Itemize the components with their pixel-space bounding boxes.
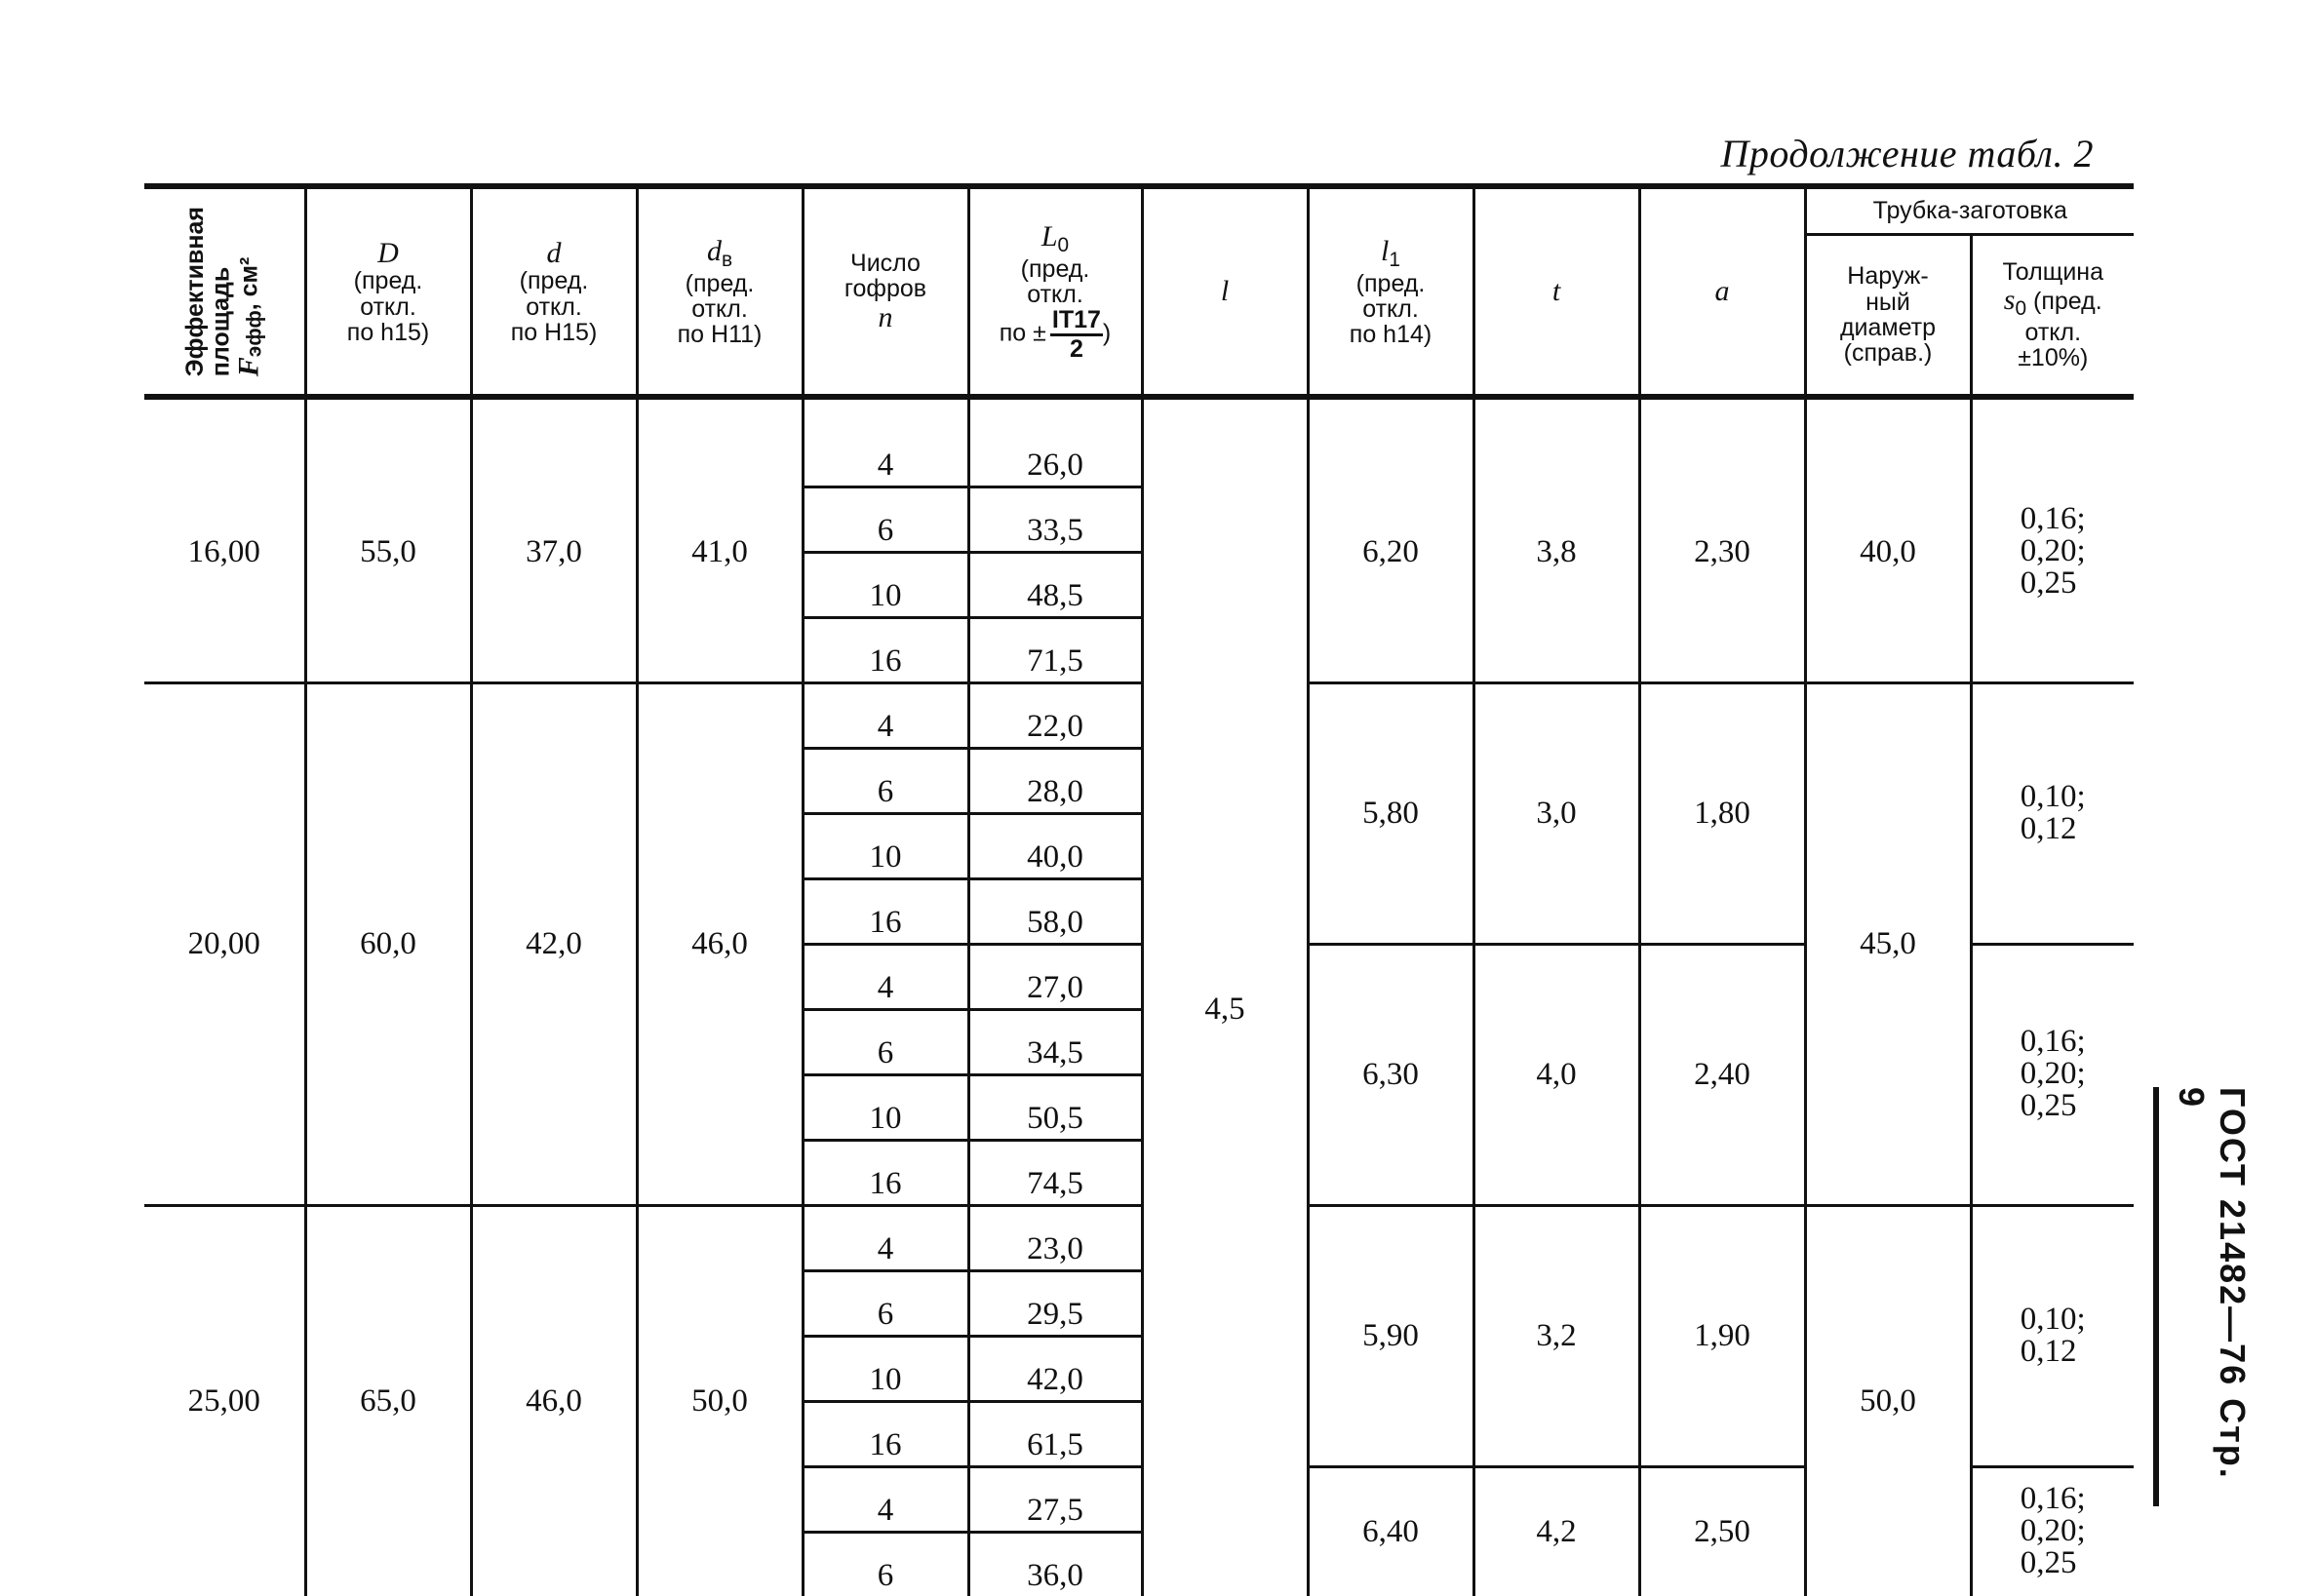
table-header-row [144,186,2134,234]
outer-diameter-cell: 40,0 [1805,423,1971,683]
a-cell: 1,80 [1639,683,1805,945]
n-cell: 4 [803,1206,968,1271]
col-header-l1: $l_1$ (пред. откл. по h14) [1308,186,1473,397]
n-cell: 10 [803,553,968,618]
L0-cell: 48,5 [968,553,1142,618]
dimensions-table [144,183,2134,1596]
l1-cell: 6,20 [1308,423,1473,683]
col-header-dv: $d_в$ (пред. откл. по H11) [637,186,803,397]
d-cell: 46,0 [471,1206,637,1596]
standard-page-label: ГОСТ 21482—76 Стр. 9 [2171,1087,2253,1506]
L0-cell: 27,5 [968,1467,1142,1533]
L0-cell: 29,5 [968,1271,1142,1337]
d-cell: 42,0 [471,683,637,1206]
L0-cell: 26,0 [968,423,1142,487]
n-cell: 4 [803,1467,968,1533]
l-cell: 4,5 [1142,423,1308,1596]
t-cell: 3,0 [1473,683,1639,945]
l1-cell: 6,40 [1308,1467,1473,1596]
t-cell: 3,2 [1473,1206,1639,1467]
dv-cell: 41,0 [637,423,803,683]
col-header-a: a [1639,186,1805,397]
n-cell: 16 [803,879,968,945]
L0-cell: 40,0 [968,814,1142,879]
n-cell: 6 [803,749,968,814]
L0-cell: 36,0 [968,1533,1142,1596]
col-header-tube: Трубка-заготовка [1805,186,2134,234]
col-header-l: l [1142,186,1308,397]
l1-cell: 6,30 [1308,945,1473,1206]
outer-diameter-cell: 50,0 [1805,1206,1971,1596]
L0-cell: 71,5 [968,618,1142,683]
area-cell: 16,00 [144,423,305,683]
col-header-L0: $L_0$ (пред. откл. по ± $\frac{IT17}{2}$ ) [968,186,1142,397]
thickness-cell: 0,16; 0,20; 0,25 [1971,1467,2134,1596]
L0-cell: 58,0 [968,879,1142,945]
area-cell: 25,00 [144,1206,305,1596]
l1-cell: 5,90 [1308,1206,1473,1467]
table-caption: Продолжение табл. 2 [1720,131,2094,176]
l1-cell: 5,80 [1308,683,1473,945]
D-cell: 55,0 [305,423,471,683]
table-row [144,1206,2134,1271]
n-cell: 6 [803,1271,968,1337]
col-header-area: Эффективная площадь $F_{эфф}$, см² [144,186,305,397]
a-cell: 1,90 [1639,1206,1805,1467]
thickness-cell: 0,16; 0,20; 0,25 [1971,945,2134,1206]
L0-cell: 42,0 [968,1337,1142,1402]
dv-cell: 50,0 [637,1206,803,1596]
n-cell: 4 [803,683,968,749]
n-cell: 10 [803,1075,968,1141]
tolerance-fraction: $\frac{IT17}{2}$ [1050,307,1103,362]
L0-cell: 23,0 [968,1206,1142,1271]
dv-cell: 46,0 [637,683,803,1206]
L0-cell: 27,0 [968,945,1142,1010]
L0-cell: 50,5 [968,1075,1142,1141]
a-cell: 2,50 [1639,1467,1805,1596]
a-cell: 2,40 [1639,945,1805,1206]
D-cell: 60,0 [305,683,471,1206]
t-cell: 4,2 [1473,1467,1639,1596]
n-cell: 6 [803,1010,968,1075]
col-header-d: d (пред. откл. по H15) [471,186,637,397]
thickness-cell: 0,10; 0,12 [1971,683,2134,945]
n-cell: 4 [803,945,968,1010]
n-cell: 16 [803,1402,968,1467]
n-cell: 6 [803,1533,968,1596]
n-cell: 16 [803,618,968,683]
a-cell: 2,30 [1639,423,1805,683]
col-header-t: t [1473,186,1639,397]
L0-cell: 61,5 [968,1402,1142,1467]
col-header-outer-diameter: Наруж- ный диаметр (справ.) [1805,234,1971,397]
outer-diameter-cell: 45,0 [1805,683,1971,1206]
n-cell: 4 [803,423,968,487]
area-cell: 20,00 [144,683,305,1206]
col-header-D: D (пред. откл. по h15) [305,186,471,397]
col-header-n: Число гофров n [803,186,968,397]
thickness-cell: 0,16; 0,20; 0,25 [1971,423,2134,683]
D-cell: 65,0 [305,1206,471,1596]
L0-cell: 74,5 [968,1141,1142,1206]
side-margin [2153,1087,2253,1506]
n-cell: 6 [803,487,968,553]
n-cell: 16 [803,1141,968,1206]
L0-cell: 28,0 [968,749,1142,814]
d-cell: 37,0 [471,423,637,683]
table-row [144,423,2134,487]
col-header-thickness: Толщина $s_0$ (пред. откл. ±10%) [1971,234,2134,397]
n-cell: 10 [803,1337,968,1402]
t-cell: 4,0 [1473,945,1639,1206]
L0-cell: 22,0 [968,683,1142,749]
L0-cell: 33,5 [968,487,1142,553]
table-row [144,683,2134,749]
L0-cell: 34,5 [968,1010,1142,1075]
thickness-cell: 0,10; 0,12 [1971,1206,2134,1467]
t-cell: 3,8 [1473,423,1639,683]
n-cell: 10 [803,814,968,879]
